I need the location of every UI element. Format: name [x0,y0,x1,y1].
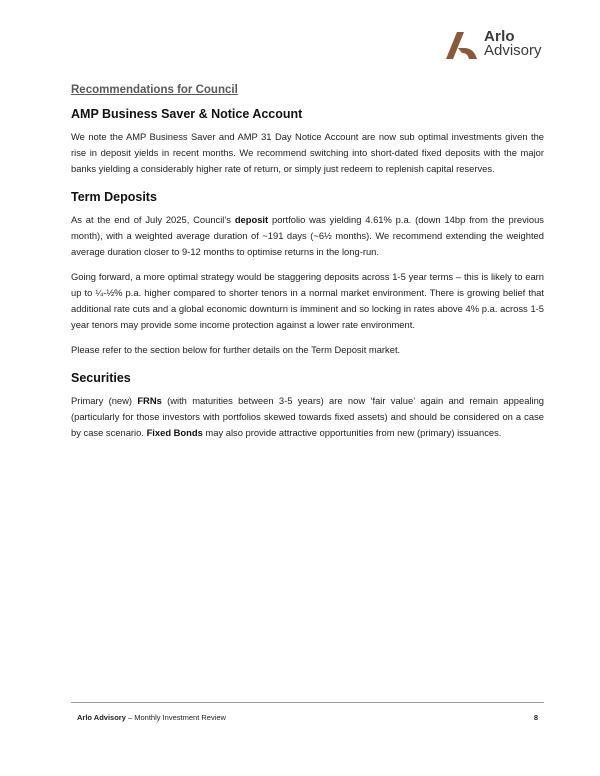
company-logo [444,26,554,62]
term-deposits-paragraph-3: Please refer to the section below for further details on the Term Deposit market. [71,344,401,355]
footer-subtitle: – Monthly Investment Review [125,713,226,722]
amp-paragraph: We note the AMP Business Saver and AMP 31 Day Notice Account are now sub optimal investments given the rise in deposit yields in recent months. We recommend switching into short-dated fixed deposits with the major banks yielding a considerably higher rate of return, or simply just redeem to replenish capital reserves. [71,131,544,174]
section-heading-term-deposits: Term Deposits [71,190,157,204]
footer-divider [71,702,544,703]
sec-text-a: Primary (new) [71,395,138,406]
footer-brand: Arlo Advisory [77,713,126,722]
page-footer [77,713,538,722]
section-heading-securities: Securities [71,371,131,385]
logo-word-advisory: Advisory [484,42,542,59]
td-p1-text-b: portfolio was yielding 4.61% p.a. (down 14bp from the previous month), with a weighted average duration of ~191 days (~6½ months). We recommend extending the weighted average duration closer to 9-12 months to optimise returns in the long-run. [71,214,544,257]
securities-paragraph [71,393,544,441]
main-content [71,84,544,450]
logo-word-arlo: Arlo [484,28,515,45]
sec-text-b: (with maturities between 3-5 years) are now ‘fair value’ again and remain appealing (particularly for those investors with portfolios skewed towards fixed assets) and should be considered on a case by case scenario. [71,395,544,438]
term-deposits-paragraph-1 [71,212,544,260]
page-number: 8 [533,713,538,722]
recommendations-title: Recommendations for Council [71,84,238,96]
arlo-logo-icon [444,30,480,60]
section-heading-amp: AMP Business Saver & Notice Account [71,107,303,121]
term-deposits-paragraph-2: Going forward, a more optimal strategy would be staggering deposits across 1-5 year terms – this is likely to earn up to ¼-½% p.a. higher compared to shorter tenors in a normal market environment. There is growing belief that additional rate cuts and a global economic downturn is imminent and so locking in rates above 4% p.a. across 1-5 year tenors may provide some income protection against a lower rate environment. [71,271,544,330]
sec-text-c: may also provide attractive opportunities from new (primary) issuances. [202,427,502,438]
td-p1-text-a: As at the end of July 2025, Council’s [71,214,235,225]
sec-bold-fixed-bonds: Fixed Bonds [146,427,203,438]
sec-bold-frns: FRNs [137,395,162,406]
td-p1-bold: deposit [234,214,269,225]
